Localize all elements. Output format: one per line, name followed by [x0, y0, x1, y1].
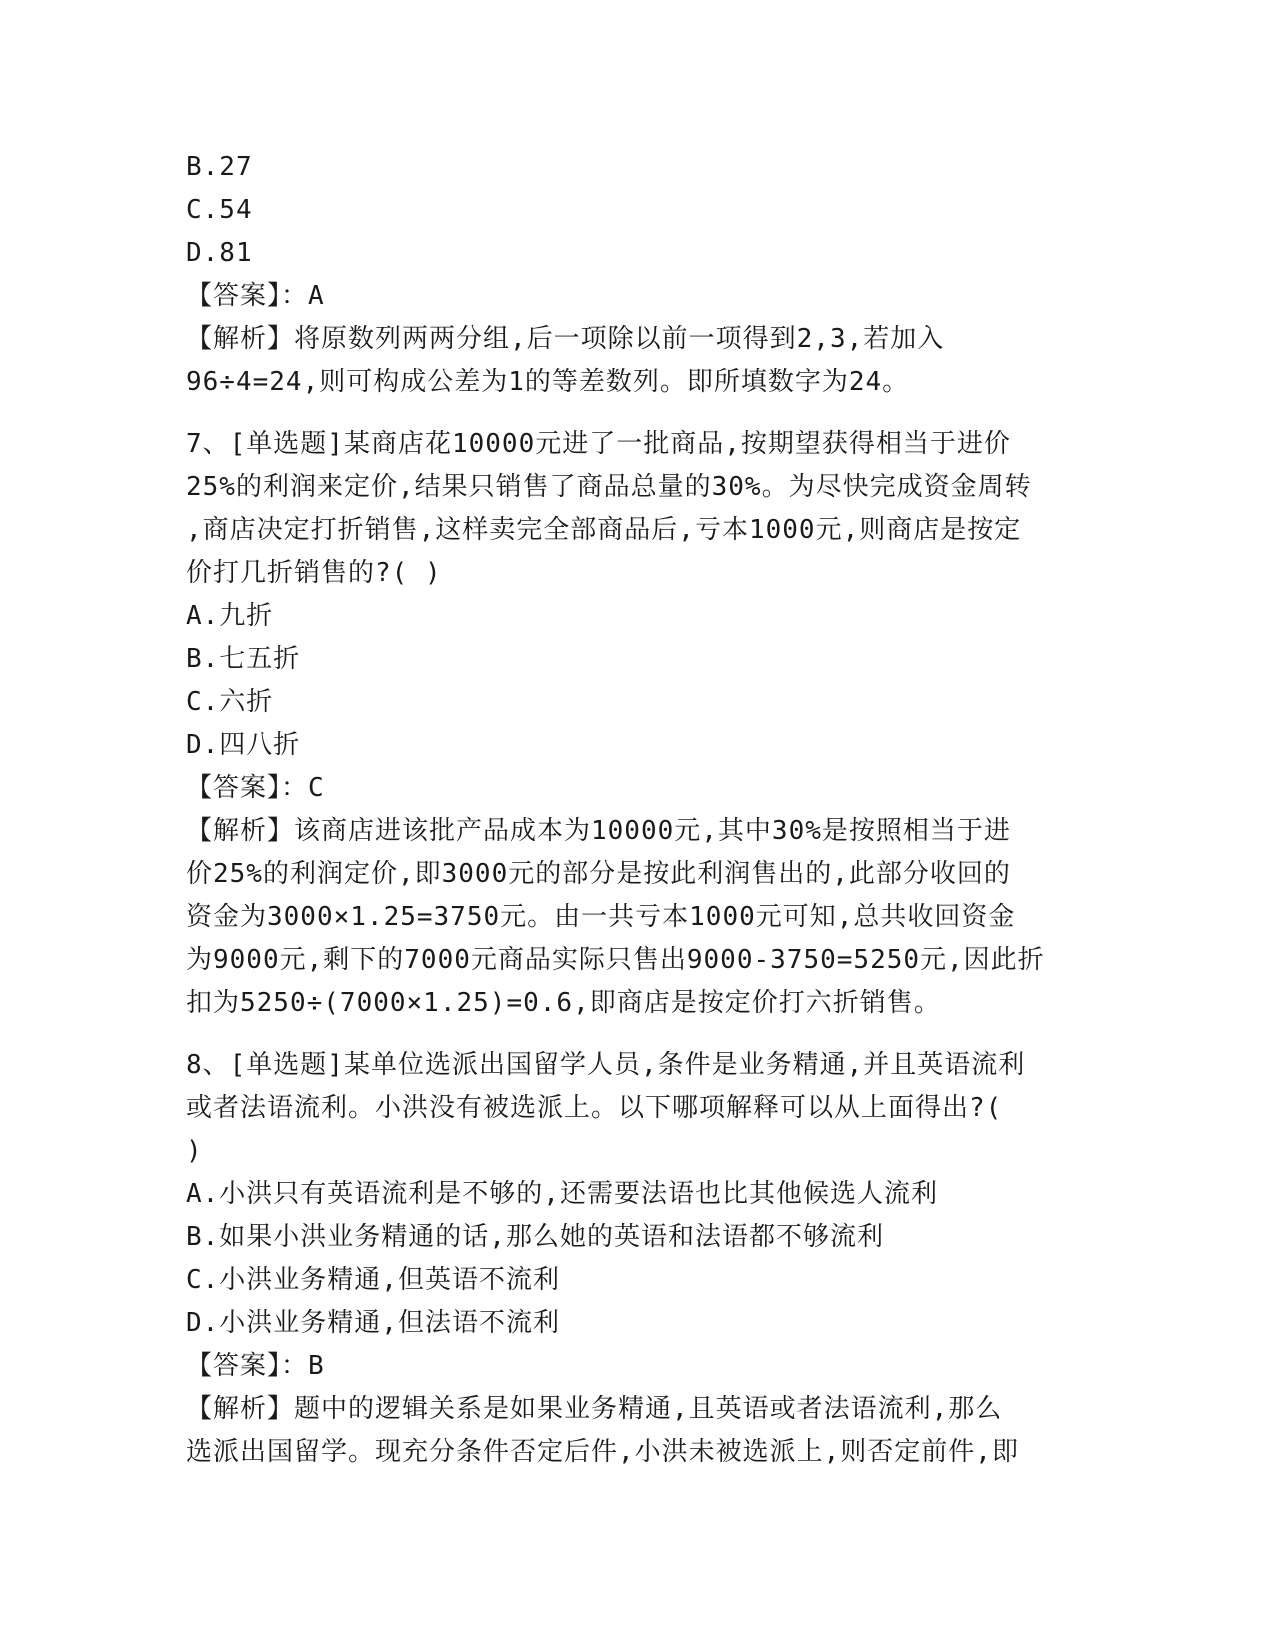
q6-answer: 【答案】：A [186, 281, 325, 311]
q6-option-c: C.54 [186, 195, 253, 225]
question-spacer [186, 404, 1086, 423]
q7-answer: 【答案】：C [186, 773, 325, 803]
q7-analysis-line: 为9000元,剩下的7000元商品实际只售出9000-3750=5250元,因此折 [186, 945, 1045, 975]
q8-option-d: D.小洪业务精通,但法语不流利 [186, 1308, 560, 1338]
q7-stem-line: 25%的利润来定价,结果只销售了商品总量的30%。为尽快完成资金周转 [186, 472, 1032, 502]
q8-option-a: A.小洪只有英语流利是不够的,还需要法语也比其他候选人流利 [186, 1179, 938, 1209]
q8-stem-line: 或者法语流利。小洪没有被选派上。以下哪项解释可以从上面得出?( [186, 1093, 1003, 1123]
q8-analysis-line: 选派出国留学。现充分条件否定后件,小洪未被选派上,则否定前件,即 [186, 1437, 1019, 1467]
q7-stem-line: 价打几折销售的?( ) [186, 558, 442, 588]
question-spacer [186, 1025, 1086, 1044]
q6-analysis-line: 96÷4=24,则可构成公差为1的等差数列。即所填数字为24。 [186, 367, 910, 397]
document-page [186, 146, 1086, 1474]
q6-analysis-line: 【解析】将原数列两两分组,后一项除以前一项得到2,3,若加入 [186, 324, 945, 354]
q7-analysis-line: 价25%的利润定价,即3000元的部分是按此利润售出的,此部分收回的 [186, 859, 1011, 889]
q7-option-c: C.六折 [186, 687, 274, 717]
q8-answer: 【答案】：B [186, 1351, 325, 1381]
q7-analysis-line: 【解析】该商店进该批产品成本为10000元,其中30%是按照相当于进 [186, 816, 1011, 846]
q6-option-b: B.27 [186, 152, 253, 182]
q8-option-c: C.小洪业务精通,但英语不流利 [186, 1265, 560, 1295]
q7-analysis-line: 扣为5250÷(7000×1.25)=0.6,即商店是按定价打六折销售。 [186, 988, 941, 1018]
q8-option-b: B.如果小洪业务精通的话,那么她的英语和法语都不够流利 [186, 1222, 884, 1252]
q7-stem-line: 7、[单选题]某商店花10000元进了一批商品,按期望获得相当于进价 [186, 429, 1011, 459]
q7-option-d: D.四八折 [186, 730, 301, 760]
q8-stem-line: ) [186, 1136, 203, 1166]
q6-option-d: D.81 [186, 238, 253, 268]
q8-stem-line: 8、[单选题]某单位选派出国留学人员,条件是业务精通,并且英语流利 [186, 1050, 1026, 1080]
q8-analysis-line: 【解析】题中的逻辑关系是如果业务精通,且英语或者法语流利,那么 [186, 1394, 1003, 1424]
q7-option-b: B.七五折 [186, 644, 301, 674]
q7-stem-line: ,商店决定打折销售,这样卖完全部商品后,亏本1000元,则商店是按定 [186, 515, 1022, 545]
q7-option-a: A.九折 [186, 601, 274, 631]
q7-analysis-line: 资金为3000×1.25=3750元。由一共亏本1000元可知,总共收回资金 [186, 902, 1016, 932]
